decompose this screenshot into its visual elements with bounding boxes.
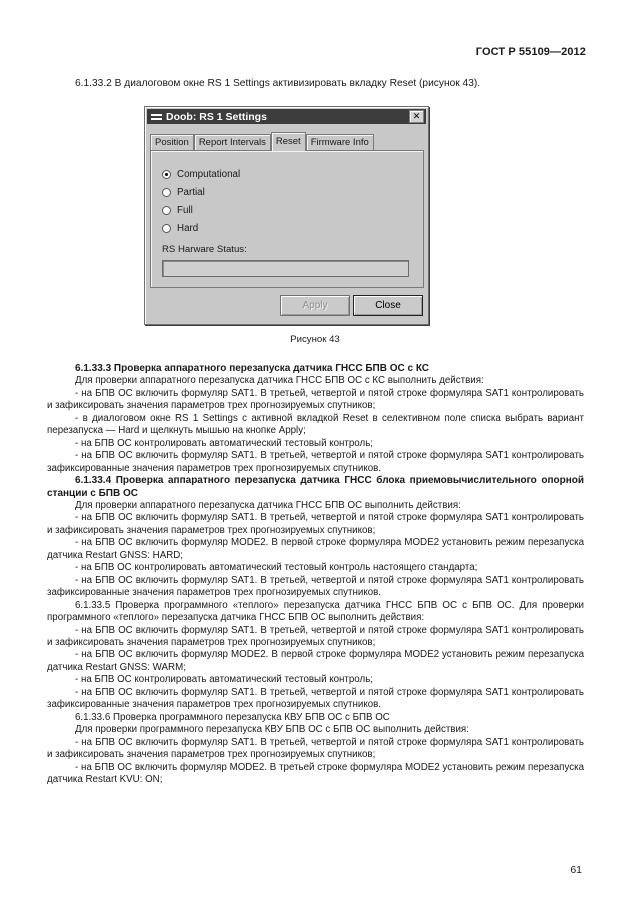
paragraph: - в диалоговом окне RS 1 Settings с активной вкладкой Reset в селективном поле списка выбрать вариант перезапуска — Hard и щелкнуть мышью на кнопке Apply; — [47, 412, 584, 437]
page-number: 61 — [570, 864, 582, 876]
option-partial[interactable] — [162, 183, 240, 201]
section-heading: 6.1.33.3 Проверка аппаратного перезапуска датчика ГНСС БПВ ОС с КС — [75, 363, 430, 374]
paragraph: - на БПВ ОС включить формуляр SAT1. В третьей, четвертой и пятой строке формуляра SAT1 контролировать зафиксированные значения параметров трех прогнозируемых спутников. — [47, 686, 584, 711]
option-full[interactable] — [162, 201, 240, 219]
paragraph: - на БПВ ОС контролировать автоматический тестовый контроль; — [75, 674, 373, 686]
reset-tab-panel — [150, 150, 424, 288]
tab-reset[interactable]: Reset — [271, 132, 306, 151]
paragraph: - на БПВ ОС контролировать автоматический тестовый контроль настоящего стандарта; — [75, 562, 478, 574]
option-hard-label: Hard — [177, 222, 199, 234]
radio-computational[interactable] — [162, 170, 171, 179]
paragraph: 6.1.33.6 Проверка программного перезапуска КВУ БПВ ОС с БПВ ОС — [75, 711, 390, 723]
rs1-settings-dialog — [144, 106, 429, 325]
status-label: RS Harware Status: — [162, 244, 247, 255]
option-computational-label: Computational — [177, 168, 241, 180]
tab-report-intervals[interactable]: Report Intervals — [194, 134, 271, 150]
option-computational[interactable] — [162, 165, 240, 183]
paragraph: 6.1.33.5 Проверка программного «теплого» перезапуска датчика ГНСС БПВ ОС с БПВ ОС. Для проверки программного «теплого» перезапуска датчика ГНСС БПВ ОС выполнить действия: — [47, 599, 584, 624]
section-heading: 6.1.33.4 Проверка аппаратного перезапуска датчика ГНСС блока приемовычислительного опорной станции с БПВ ОС — [47, 475, 584, 499]
tab-firmware-info[interactable]: Firmware Info — [306, 134, 374, 150]
paragraph: Для проверки аппаратного перезапуска датчика ГНСС БПВ ОС с КС выполнить действия: — [75, 375, 484, 387]
paragraph: - на БПВ ОС включить формуляр SAT1. В третьей, четвертой и пятой строке формуляра SAT1 контролировать зафиксированные значения параметров трех прогнозируемых спутников. — [47, 450, 584, 474]
paragraph: - на БПВ ОС включить формуляр SAT1. В третьей, четвертой и пятой строке формуляра SAT1 контролировать и зафиксировать значения параметров трех прогнозируемых спутников; — [47, 736, 584, 761]
figure-caption: Рисунок 43 — [290, 334, 340, 345]
close-button[interactable]: Close — [353, 295, 423, 316]
close-icon[interactable]: ✕ — [409, 110, 424, 123]
status-field — [162, 260, 409, 277]
dialog-tabs — [150, 132, 374, 150]
paragraph: - на БПВ ОС включить формуляр MODE2. В первой строке формуляра MODE2 установить режим перезапуска датчика Restart GNSS: WARM; — [47, 649, 584, 673]
radio-hard[interactable] — [162, 224, 171, 233]
paragraph: - на БПВ ОС контролировать автоматический тестовый контроль; — [75, 437, 373, 449]
paragraph: - на БПВ ОС включить формуляр MODE2. В третьей строке формуляра MODE2 установить режим перезапуска датчика Restart KVU: ON; — [47, 761, 584, 785]
reset-mode-group — [162, 165, 240, 237]
dialog-titlebar[interactable] — [147, 109, 426, 124]
paragraph: - на БПВ ОС включить формуляр SAT1. В третьей, четвертой и пятой строке формуляра SAT1 контролировать и зафиксировать значения параметров трех прогнозируемых спутников; — [47, 624, 584, 648]
body-text — [47, 363, 584, 786]
paragraph: - на БПВ ОС включить формуляр MODE2. В первой строке формуляра MODE2 установить режим перезапуска датчика Restart GNSS: HARD; — [47, 537, 584, 561]
option-full-label: Full — [177, 204, 193, 216]
intro-paragraph: 6.1.33.2 В диалоговом окне RS 1 Settings активизировать вкладку Reset (рисунок 43). — [75, 78, 481, 89]
paragraph: - на БПВ ОС включить формуляр SAT1. В третьей, четвертой и пятой строке формуляра SAT1 контролировать зафиксированные значения параметров трех прогнозируемых спутников. — [47, 574, 584, 599]
paragraph: Для проверки аппаратного перезапуска датчика ГНСС БПВ ОС выполнить действия: — [75, 499, 461, 511]
apply-button[interactable]: Apply — [280, 295, 350, 316]
paragraph: - на БПВ ОС включить формуляр SAT1. В третьей, четвертой и пятой строке формуляра SAT1 контролировать и зафиксировать значения параметров трех прогнозируемых спутников; — [47, 512, 584, 536]
radio-full[interactable] — [162, 206, 171, 215]
dialog-title: Doob: RS 1 Settings — [166, 110, 267, 123]
option-hard[interactable] — [162, 219, 240, 237]
radio-partial[interactable] — [162, 188, 171, 197]
option-partial-label: Partial — [177, 186, 205, 198]
tab-position[interactable]: Position — [150, 134, 194, 150]
document-standard-header: ГОСТ Р 55109—2012 — [475, 46, 586, 58]
paragraph: - на БПВ ОС включить формуляр SAT1. В третьей, четвертой и пятой строке формуляра SAT1 контролировать и зафиксировать значения параметров трех прогнозируемых спутников; — [47, 387, 584, 412]
system-menu-icon[interactable] — [151, 114, 162, 120]
paragraph: Для проверки программного перезапуска КВУ БПВ ОС с БПВ ОС выполнить действия: — [75, 724, 469, 736]
